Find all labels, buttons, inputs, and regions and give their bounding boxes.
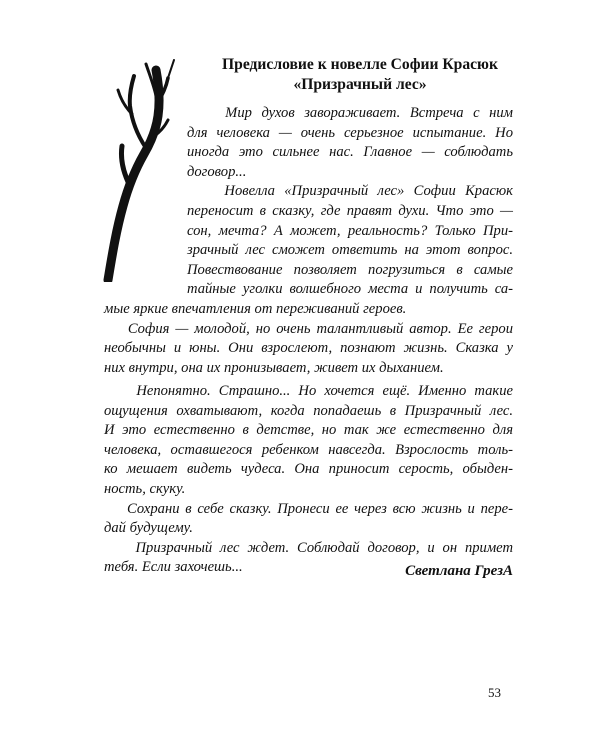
body-text-paragraph-4 <box>104 382 513 578</box>
title-line-2: «Призрачный лес» <box>293 75 427 93</box>
title-line-1: Предисловие к новелле Софии Красюк <box>222 56 498 73</box>
paragraph-line: договор... <box>187 163 247 180</box>
paragraph-line: человека, оставшегося ребенком навсегда. Взрослость толь- <box>104 441 513 458</box>
paragraph-line: для человека — очень серьезное испытание. Но <box>187 124 513 141</box>
paragraph-line: тайные уголки волшебного места и получить са- <box>187 281 513 298</box>
paragraph-line: тебя. Если захочешь... <box>104 559 243 576</box>
paragraph-line: сон, мечта? А может, реальность? Только При- <box>187 222 513 239</box>
paragraph-line: И это естественно в детстве, но так же естественно для <box>104 422 513 439</box>
author-signature: Светлана ГрезА <box>405 563 513 579</box>
paragraph-line: переносит в сказку, где правят духи. Что это — <box>187 202 513 219</box>
paragraph-line: ность, скуку. <box>104 480 186 497</box>
paragraph-line: ощущения охватывают, когда попадаешь в Призрачный лес. <box>104 402 513 419</box>
paragraph-line: необычны и юны. Они взрослеют, познают жизнь. Сказка у <box>104 340 513 357</box>
paragraph-line: Сохрани в себе сказку. Пронеси ее через всю жизнь и пере- <box>104 500 513 517</box>
page-title <box>190 55 530 94</box>
paragraph-line: Призрачный лес ждет. Соблюдай договор, и он примет <box>104 539 513 556</box>
body-text-upper <box>187 104 513 300</box>
paragraph-line: София — молодой, но очень талантливый автор. Ее герои <box>104 320 513 337</box>
paragraph-line: дай будущему. <box>104 520 193 537</box>
paragraph-line: них внутри, она их пронизывает, живет их дыханием. <box>104 359 444 376</box>
paragraph-line: мые яркие впечатления от переживаний героев. <box>104 301 407 317</box>
bare-tree-icon <box>96 56 176 282</box>
paragraph-line: Непонятно. Страшно... Но хочется ещё. Именно такие <box>104 383 513 399</box>
page-number: 53 <box>488 685 501 700</box>
paragraph-line: иногда это сильнее нас. Главное — соблюдать <box>187 144 513 161</box>
paragraph-line: зрачный лес сможет ответить на этот вопрос. <box>187 242 513 259</box>
paragraph-line: Мир духов завораживает. Встреча с ним <box>187 105 513 121</box>
paragraph-line: Повествование позволяет погрузиться в самые <box>187 261 513 278</box>
paragraph-line: ко мешает видеть чудеса. Она приносит серость, обыден- <box>104 461 513 478</box>
body-text-lower <box>104 300 513 378</box>
paragraph-line: Новелла «Призрачный лес» Софии Красюк <box>187 183 513 200</box>
